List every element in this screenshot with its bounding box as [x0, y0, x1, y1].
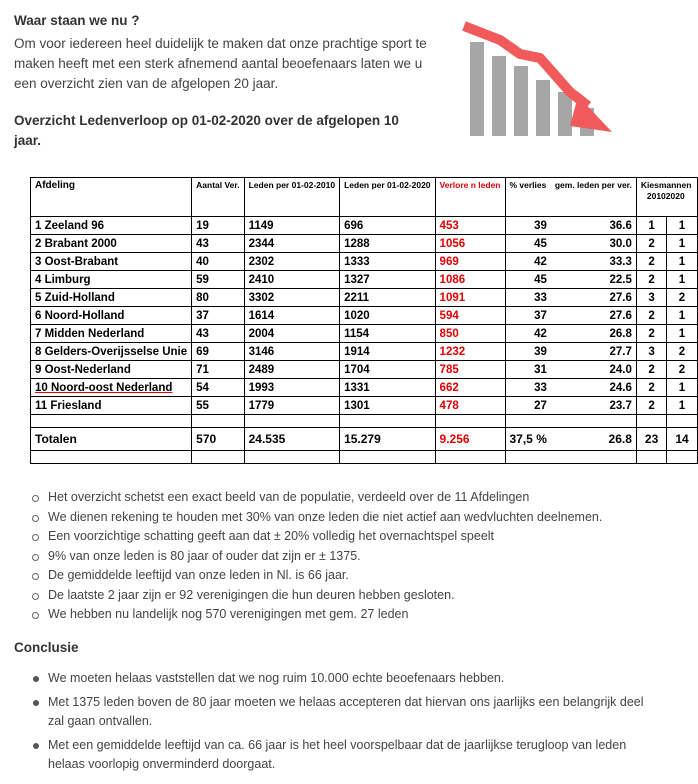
row-kies-2020: 1	[667, 253, 697, 271]
row-aantal: 71	[192, 361, 244, 379]
row-verloren: 785	[435, 361, 505, 379]
row-pct: 42	[505, 325, 551, 343]
kies-2020-label: 2020	[665, 191, 685, 201]
row-aantal: 55	[192, 397, 244, 415]
row-leden-2010: 1779	[244, 397, 339, 415]
total-pct: 37,5 %	[505, 428, 551, 451]
row-verloren: 850	[435, 325, 505, 343]
row-gem: 24.0	[551, 361, 637, 379]
row-kies-2020: 1	[667, 217, 697, 235]
row-leden-2020: 1331	[340, 379, 435, 397]
row-gem: 27.6	[551, 307, 637, 325]
row-gem: 36.6	[551, 217, 637, 235]
row-kies-2010: 3	[636, 289, 666, 307]
col-afdeling: Afdeling	[31, 178, 192, 217]
conclusion-item: Met een gemiddelde leeftijd van ca. 66 jaar is het heel voorspelbaar dat de jaarlijkse terugloop van leden helaas voorlopig onverminderd doorgaat.	[30, 736, 655, 775]
list-item: We dienen rekening te houden met 30% van onze leden die niet actief aan wedvluchten deelnemen.	[30, 508, 650, 528]
row-afdeling: 11 Friesland	[31, 397, 192, 415]
row-kies-2010: 1	[636, 217, 666, 235]
table-row	[31, 343, 698, 361]
row-kies-2020: 1	[667, 325, 697, 343]
row-leden-2020: 1333	[340, 253, 435, 271]
row-verloren: 594	[435, 307, 505, 325]
row-gem: 22.5	[551, 271, 637, 289]
row-leden-2020: 1154	[340, 325, 435, 343]
row-verloren: 1232	[435, 343, 505, 361]
row-aantal: 43	[192, 325, 244, 343]
row-gem: 30.0	[551, 235, 637, 253]
spacer-row	[31, 415, 698, 428]
conclusion-list	[30, 669, 655, 779]
row-afdeling: 1 Zeeland 96	[31, 217, 192, 235]
table-header-row	[31, 178, 698, 217]
list-item: 9% van onze leden is 80 jaar of ouder dat zijn er ± 1375.	[30, 547, 650, 567]
row-aantal: 59	[192, 271, 244, 289]
row-pct: 45	[505, 271, 551, 289]
icon-bar	[492, 56, 506, 136]
conclusion-item: We moeten helaas vaststellen dat we nog ruim 10.000 echte beoefenaars hebben.	[30, 669, 655, 689]
row-gem: 27.6	[551, 289, 637, 307]
row-kies-2010: 2	[636, 307, 666, 325]
icon-bar	[536, 80, 550, 136]
row-afdeling: 6 Noord-Holland	[31, 307, 192, 325]
row-kies-2010: 2	[636, 271, 666, 289]
kiesmannen-label: Kiesmannen	[640, 180, 692, 190]
list-item: Het overzicht schetst een exact beeld van de populatie, verdeeld over de 11 Afdelingen	[30, 488, 650, 508]
observations-list	[30, 488, 650, 625]
list-item: We hebben nu landelijk nog 570 verenigingen met gem. 27 leden	[30, 605, 650, 625]
row-gem: 26.8	[551, 325, 637, 343]
row-kies-2020: 1	[667, 271, 697, 289]
row-afdeling: 7 Midden Nederland	[31, 325, 192, 343]
row-leden-2020: 1020	[340, 307, 435, 325]
col-kiesmannen	[636, 178, 697, 217]
row-leden-2010: 1614	[244, 307, 339, 325]
list-item: Een voorzichtige schatting geeft aan dat ± 20% volledig het overnachtspel speelt	[30, 527, 650, 547]
row-kies-2020: 2	[667, 289, 697, 307]
row-gem: 23.7	[551, 397, 637, 415]
row-gem: 24.6	[551, 379, 637, 397]
total-leden-2020: 15.279	[340, 428, 435, 451]
conclusion-item: Met 1375 leden boven de 80 jaar moeten we helaas accepteren dat hiervan ons jaarlijks een belangrijk deel zal gaan ontvallen.	[30, 693, 655, 732]
list-item: De gemiddelde leeftijd van onze leden in Nl. is 66 jaar.	[30, 566, 650, 586]
row-kies-2010: 2	[636, 253, 666, 271]
icon-bar	[470, 42, 484, 136]
row-kies-2020: 1	[667, 307, 697, 325]
row-leden-2020: 2211	[340, 289, 435, 307]
row-pct: 31	[505, 361, 551, 379]
row-pct: 33	[505, 379, 551, 397]
total-label: Totalen	[31, 428, 192, 451]
row-kies-2010: 2	[636, 361, 666, 379]
row-leden-2010: 1149	[244, 217, 339, 235]
table-row	[31, 271, 698, 289]
row-aantal: 69	[192, 343, 244, 361]
row-leden-2010: 2344	[244, 235, 339, 253]
table-row	[31, 235, 698, 253]
col-aantal: Aantal Ver.	[192, 178, 244, 217]
row-aantal: 80	[192, 289, 244, 307]
table-row	[31, 307, 698, 325]
row-kies-2020: 1	[667, 379, 697, 397]
row-leden-2020: 1704	[340, 361, 435, 379]
table-row	[31, 325, 698, 343]
row-kies-2010: 2	[636, 235, 666, 253]
row-leden-2020: 1301	[340, 397, 435, 415]
icon-bar	[558, 92, 572, 136]
row-verloren: 1086	[435, 271, 505, 289]
row-pct: 27	[505, 397, 551, 415]
col-pct: % verlies	[505, 178, 551, 217]
row-pct: 37	[505, 307, 551, 325]
total-kies-2020: 14	[667, 428, 697, 451]
intro-paragraph: Om voor iedereen heel duidelijk te maken dat onze prachtige sport te maken heeft met een sterk afnemend aantal beoefenaars laten we u een overzicht zien van de afgelopen 20 jaar.	[14, 36, 427, 91]
row-pct: 39	[505, 343, 551, 361]
row-afdeling: 8 Gelders-Overijsselse Unie	[31, 343, 192, 361]
row-kies-2020: 2	[667, 361, 697, 379]
row-verloren: 662	[435, 379, 505, 397]
section-heading: Waar staan we nu ?	[14, 13, 140, 28]
row-afdeling: 10 Noord-oost Nederland	[31, 379, 192, 397]
row-verloren: 969	[435, 253, 505, 271]
col-gem: gem. leden per ver.	[551, 178, 637, 217]
row-kies-2010: 3	[636, 343, 666, 361]
row-verloren: 1091	[435, 289, 505, 307]
table-row	[31, 289, 698, 307]
row-kies-2020: 1	[667, 235, 697, 253]
row-kies-2010: 2	[636, 379, 666, 397]
table-row	[31, 361, 698, 379]
row-aantal: 43	[192, 235, 244, 253]
row-verloren: 453	[435, 217, 505, 235]
total-verloren: 9.256	[435, 428, 505, 451]
kies-2010-label: 2010	[646, 191, 666, 201]
row-pct: 42	[505, 253, 551, 271]
membership-table	[30, 177, 692, 464]
row-gem: 27.7	[551, 343, 637, 361]
row-afdeling: 9 Oost-Nederland	[31, 361, 192, 379]
row-afdeling: 2 Brabant 2000	[31, 235, 192, 253]
row-pct: 39	[505, 217, 551, 235]
row-pct: 33	[505, 289, 551, 307]
row-aantal: 37	[192, 307, 244, 325]
total-leden-2010: 24.535	[244, 428, 339, 451]
icon-bar	[514, 66, 528, 136]
row-afdeling: 4 Limburg	[31, 271, 192, 289]
table-row	[31, 397, 698, 415]
row-gem: 33.3	[551, 253, 637, 271]
row-leden-2020: 1914	[340, 343, 435, 361]
row-kies-2010: 2	[636, 397, 666, 415]
declining-bar-chart-icon	[460, 14, 620, 140]
row-leden-2010: 2004	[244, 325, 339, 343]
row-leden-2020: 1327	[340, 271, 435, 289]
row-leden-2010: 2410	[244, 271, 339, 289]
col-verloren: Verlore n leden	[435, 178, 505, 217]
col-leden-2010: Leden per 01-02-2010	[244, 178, 339, 217]
row-leden-2010: 3146	[244, 343, 339, 361]
row-leden-2020: 696	[340, 217, 435, 235]
row-pct: 45	[505, 235, 551, 253]
row-leden-2010: 2489	[244, 361, 339, 379]
table-row	[31, 379, 698, 397]
row-aantal: 19	[192, 217, 244, 235]
total-gem: 26.8	[551, 428, 637, 451]
row-kies-2020: 2	[667, 343, 697, 361]
row-afdeling: 5 Zuid-Holland	[31, 289, 192, 307]
row-leden-2020: 1288	[340, 235, 435, 253]
row-kies-2010: 2	[636, 325, 666, 343]
list-item: De laatste 2 jaar zijn er 92 verenigingen die hun deuren hebben gesloten.	[30, 586, 650, 606]
row-verloren: 478	[435, 397, 505, 415]
row-aantal: 40	[192, 253, 244, 271]
row-afdeling: 3 Oost-Brabant	[31, 253, 192, 271]
row-verloren: 1056	[435, 235, 505, 253]
row-leden-2010: 1993	[244, 379, 339, 397]
table-row	[31, 253, 698, 271]
row-leden-2010: 2302	[244, 253, 339, 271]
table-row	[31, 217, 698, 235]
total-row	[31, 428, 698, 451]
empty-row	[31, 451, 698, 464]
col-leden-2020: Leden per 01-02-2020	[340, 178, 435, 217]
row-aantal: 54	[192, 379, 244, 397]
overview-heading: Overzicht Ledenverloop op 01-02-2020 over de afgelopen 10 jaar.	[14, 113, 399, 148]
total-aantal: 570	[192, 428, 244, 451]
conclusion-heading: Conclusie	[14, 640, 79, 655]
total-kies-2010: 23	[636, 428, 666, 451]
row-kies-2020: 1	[667, 397, 697, 415]
row-leden-2010: 3302	[244, 289, 339, 307]
